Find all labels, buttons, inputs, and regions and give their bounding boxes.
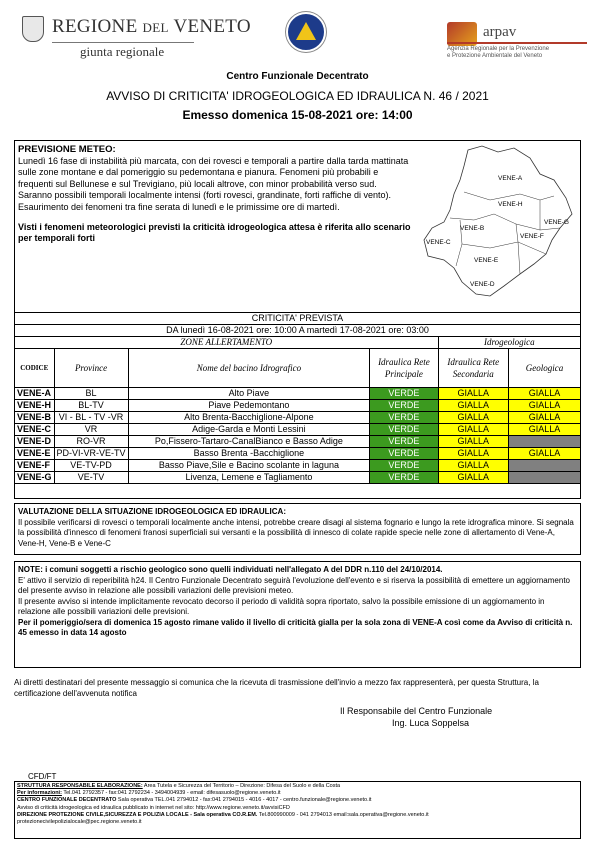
notes-box xyxy=(14,561,581,668)
table-row xyxy=(15,400,581,412)
col-idraulica-secondaria: Idraulica Rete Secondaria xyxy=(438,349,508,388)
situation-assessment xyxy=(14,503,581,555)
col-idraulica: Idraulica Rete Principale xyxy=(370,349,438,388)
signature-name: Ing. Luca Soppelsa xyxy=(392,718,470,728)
col-geologica: Geologica xyxy=(508,349,580,388)
criticity-idraulica-secondaria: GIALLA xyxy=(438,388,508,400)
zone-code: VENE-G xyxy=(15,472,55,484)
assessment-heading: VALUTAZIONE DELLA SITUAZIONE IDROGEOLOGICA ED IDRAULICA: xyxy=(18,507,286,516)
notes-paragraph-2: Il presente avviso si intende implicitamente revocato decorso il periodo di validità sopra riportato, salvo la possibile emissione di un aggiornamento in relazione alle possibili variazioni delle previsioni. xyxy=(18,596,545,616)
zone-basin: Piave Pedemontano xyxy=(128,400,370,412)
map-label-vene-d: VENE-D xyxy=(470,281,495,288)
criticity-idraulica: VERDE xyxy=(370,472,438,484)
meteo-heading: PREVISIONE METEO: xyxy=(18,144,116,155)
criticity-idraulica-secondaria: GIALLA xyxy=(438,472,508,484)
criticity-idraulica-secondaria: GIALLA xyxy=(438,460,508,472)
zone-province: VE-TV xyxy=(54,472,128,484)
map-label-vene-b: VENE-B xyxy=(460,225,485,232)
meteo-forecast xyxy=(18,144,413,245)
regione-veneto-logo xyxy=(22,14,251,64)
criticity-idraulica: VERDE xyxy=(370,448,438,460)
criticity-idraulica: VERDE xyxy=(370,424,438,436)
table-row xyxy=(15,472,581,484)
zone-basin: Po,Fissero-Tartaro-CanalBianco e Basso Adige xyxy=(128,436,370,448)
footer-struttura-text: Area Tutela e Sicurezza del Territorio – Direzione: Difesa del Suolo e della Costa xyxy=(142,783,341,789)
footer-cfd-label: CENTRO FUNZIONALE DECENTRATO xyxy=(17,797,117,804)
logo-left-subtitle: giunta regionale xyxy=(80,44,165,59)
table-row xyxy=(15,424,581,436)
footer-struttura-label: STRUTTURA RESPONSABILE ELABORAZIONE: xyxy=(17,783,143,789)
criticity-idraulica-secondaria: GIALLA xyxy=(438,448,508,460)
arpav-desc-1: Agenzia Regionale per la Prevenzione xyxy=(447,46,550,52)
criticity-geologica: GIALLA xyxy=(508,412,580,424)
footer-website: Avviso di criticità idrogeologica ed idraulica pubblicato in internet nel sito: http://www.regione.veneto.it/avvisiCFD xyxy=(17,804,290,811)
logo-divider xyxy=(52,42,194,43)
arpav-name: arpav xyxy=(483,24,517,40)
zone-province: PD-VI-VR-VE-TV xyxy=(54,448,128,460)
protezione-civile-logo-icon xyxy=(286,12,326,52)
table-period: DA lunedì 16-08-2021 ore: 10:00 A martedì 17-08-2021 ore: 03:00 xyxy=(15,325,581,337)
table-row xyxy=(15,448,581,460)
zone-code: VENE-H xyxy=(15,400,55,412)
criticity-idraulica: VERDE xyxy=(370,388,438,400)
zone-province: BL xyxy=(54,388,128,400)
zone-code: VENE-D xyxy=(15,436,55,448)
criticity-idraulica: VERDE xyxy=(370,400,438,412)
doc-department: Centro Funzionale Decentrato xyxy=(226,71,369,82)
notes-heading: NOTE: i comuni soggetti a rischio geologico sono quelli individuati nell'allegato A del DDR n.110 del 24/10/2014. xyxy=(18,565,443,574)
zone-province: BL-TV xyxy=(54,400,128,412)
criticity-idraulica-secondaria: GIALLA xyxy=(438,424,508,436)
col-province: Province xyxy=(54,349,128,388)
zone-basin: Basso Brenta -Bacchiglione xyxy=(128,448,370,460)
table-row xyxy=(15,388,581,400)
zone-basin: Alto Brenta-Bacchiglione-Alpone xyxy=(128,412,370,424)
zone-basin: Basso Piave,Sile e Bacino scolante in laguna xyxy=(128,460,370,472)
criticity-geologica: GIALLA xyxy=(508,388,580,400)
zone-code: VENE-C xyxy=(15,424,55,436)
criticity-idraulica: VERDE xyxy=(370,436,438,448)
doc-title: AVVISO DI CRITICITA' IDROGEOLOGICA ED IDRAULICA N. 46 / 2021 xyxy=(106,89,489,103)
footer-info-label: Per informazioni: xyxy=(17,790,62,797)
table-title: CRITICITA' PREVISTA xyxy=(15,313,581,325)
zone-basin: Alto Piave xyxy=(128,388,370,400)
criticity-table xyxy=(14,312,581,484)
arpav-desc-2: e Protezione Ambientale del Veneto xyxy=(447,53,543,59)
footer-cfd-text: Sala operativa TEL.041 2794012 - fax:041 2794015 - 4016 - 4017 - centro.funzionale@regione.veneto.it xyxy=(116,797,372,804)
doc-reference: CFD/FT xyxy=(28,772,57,781)
criticity-idraulica: VERDE xyxy=(370,412,438,424)
zone-province: VR xyxy=(54,424,128,436)
map-label-vene-e: VENE-E xyxy=(474,257,499,264)
col-codice: CODICE xyxy=(15,349,55,388)
meteo-conclusion: Visti i fenomeni meteorologici previsti la criticità idrogeologica attesa è riferita allo scenario per temporali forti xyxy=(18,221,411,244)
arpav-bar xyxy=(447,42,587,44)
col-bacino: Nome del bacino Idrografico xyxy=(128,349,370,388)
table-row xyxy=(15,436,581,448)
criticity-geologica: GIALLA xyxy=(508,448,580,460)
criticity-geologica xyxy=(508,460,580,472)
criticity-rows xyxy=(15,388,581,484)
criticity-idraulica-secondaria: GIALLA xyxy=(438,400,508,412)
criticity-idraulica-secondaria: GIALLA xyxy=(438,412,508,424)
footer-pec: protezionecivilepolizialocale@pec.regione.veneto.it xyxy=(17,819,142,826)
notes-paragraph-3: Per il pomeriggio/sera di domenica 15 agosto rimane valido il livello di criticità gialla per la sola zona di VENE-A così come da Avviso di criticità n. 45 emesso in data 14 agosto xyxy=(18,617,573,637)
zone-code: VENE-F xyxy=(15,460,55,472)
footer-contacts xyxy=(14,781,581,839)
map-label-vene-f: VENE-F xyxy=(520,233,544,240)
criticity-geologica: GIALLA xyxy=(508,424,580,436)
regione-crest-icon xyxy=(22,16,44,42)
zone-code: VENE-A xyxy=(15,388,55,400)
zone-code: VENE-E xyxy=(15,448,55,460)
map-label-vene-a: VENE-A xyxy=(498,175,523,182)
meteo-text: Lunedì 16 fase di instabilità più marcata, con dei rovesci e temporali a partire dalla tarda mattinata sulle zone montane e dal pomeriggio su pedemontana e pianura. Fenomeni più probabili e frequenti sul Bellunese e sul Trevigiano, più locali altrove, con minor probabilità verso sud. Saranno possibili temporali localmente intensi (forti rovesci, grandinate, forti raffiche di vento). Esaurimento dei fenomeni tra fine serata di lunedì e le primissime ore di martedì. xyxy=(18,155,409,212)
logo-left-name: REGIONE DEL VENETO xyxy=(52,16,251,37)
assessment-text: Il possibile verificarsi di rovesci o temporali localmente anche intensi, potrebbe creare disagi al sistema fognario e lungo la rete idrografica minore. Si segnala la possibilità d'innesco di fenomeni franosi superficiali sui versanti e la possibilità di innesco di colate rapide specie nelle zone di allertamento di Vene-A, Vene-H, Vene-B e Vene-C xyxy=(18,517,574,548)
criticity-idraulica-secondaria: GIALLA xyxy=(438,436,508,448)
idro-header: Idrogeologica xyxy=(438,337,580,349)
table-row xyxy=(15,460,581,472)
signature-role: Il Responsabile del Centro Funzionale xyxy=(340,706,493,716)
map-label-vene-c: VENE-C xyxy=(426,239,451,246)
criticity-idraulica: VERDE xyxy=(370,460,438,472)
notes-paragraph-1: E' attivo il servizio di reperibilità h24. Il Centro Funzionale Decentrato seguirà l'evoluzione dell'evento e si riserva la possibilità di emettere un aggiornamento del presente avviso in relazione alle possibili variazioni delle previsioni meteo. xyxy=(18,575,570,595)
criticity-geologica: GIALLA xyxy=(508,400,580,412)
criticity-geologica xyxy=(508,472,580,484)
table-row xyxy=(15,412,581,424)
arpav-logo xyxy=(447,22,587,68)
zone-province: RO-VR xyxy=(54,436,128,448)
footer-info-text: Tel.041 2792357 - fax:041 2792234 - 3494004939 - email: difesasuolo@regione.veneto.it xyxy=(61,790,281,797)
footer-protezione-text: Tel.800990009 - 041 2794013 email:sala.operativa@regione.veneto.it xyxy=(257,811,429,818)
footer-protezione-label: DIREZIONE PROTEZIONE CIVILE,SICUREZZA E POLIZIA LOCALE - Sala operativa CO.R.EM. xyxy=(17,811,258,818)
zone-basin: Adige-Garda e Monti Lessini xyxy=(128,424,370,436)
fax-notice: Ai diretti destinatari del presente messaggio si comunica che la ricevuta di trasmissione dell'invio a mezzo fax rappresenterà, per questa Struttura, la certificazione dell'avvenuta notifica xyxy=(14,678,539,698)
map-label-vene-h: VENE-H xyxy=(498,201,523,208)
zone-province: VI - BL - TV -VR xyxy=(54,412,128,424)
zone-header: ZONE ALLERTAMENTO xyxy=(15,337,439,349)
zone-basin: Livenza, Lemene e Tagliamento xyxy=(128,472,370,484)
alert-zones-map xyxy=(420,144,580,312)
map-label-vene-g: VENE-G xyxy=(544,219,569,226)
criticity-geologica xyxy=(508,436,580,448)
doc-issued-date: Emesso domenica 15-08-2021 ore: 14:00 xyxy=(182,108,413,122)
zone-province: VE-TV-PD xyxy=(54,460,128,472)
zone-code: VENE-B xyxy=(15,412,55,424)
